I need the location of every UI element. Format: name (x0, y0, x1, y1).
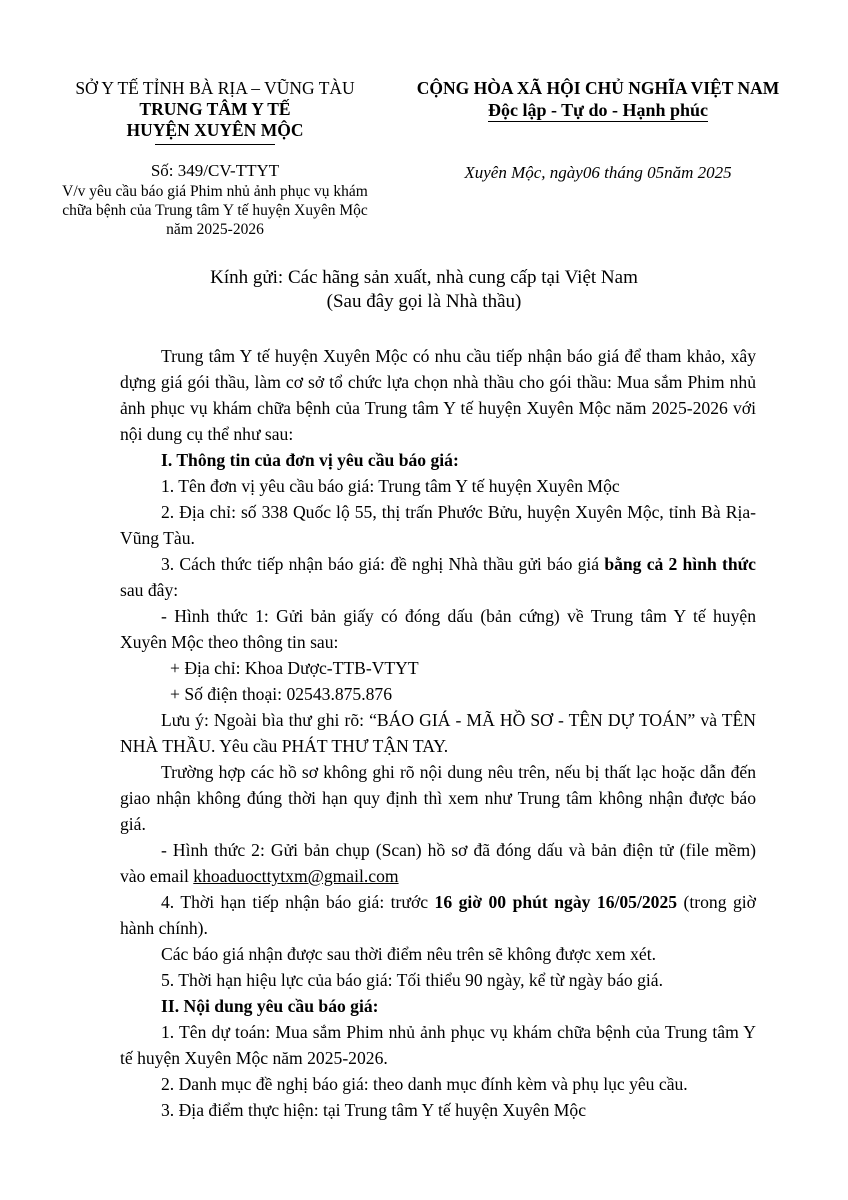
section-1-item-5: 5. Thời hạn hiệu lực của báo giá: Tối thiểu 90 ngày, kể từ ngày báo giá. (161, 970, 663, 990)
recipient-line-2: (Sau đây gọi là Nhà thầu) (326, 291, 522, 312)
item-3-emphasis: bằng cả 2 hình thức (604, 554, 756, 574)
document-reference (40, 160, 390, 239)
subject-line-1: V/v yêu cầu báo giá Phim nhủ ảnh phục vụ khám (62, 183, 368, 200)
item-3-text: 3. Cách thức tiếp nhận báo giá: đề nghị Nhà thầu gửi báo giá (161, 554, 605, 574)
item-3-tail: sau đây: (120, 580, 179, 600)
late-submission-note: Các báo giá nhận được sau thời điểm nêu trên sẽ không được xem xét. (161, 944, 657, 964)
issuing-agency-block (40, 78, 390, 145)
section-1-item-4 (120, 889, 756, 941)
section-1-item-3 (120, 551, 756, 603)
form-1-phone: + Số điện thoại: 02543.875.876 (170, 684, 393, 704)
deadline: 16 giờ 00 phút ngày 16/05/2025 (434, 892, 678, 912)
section-2-title: II. Nội dung yêu cầu báo giá: (161, 996, 379, 1016)
form-1-paragraph: - Hình thức 1: Gửi bản giấy có đóng dấu (bản cứng) về Trung tâm Y tế huyện Xuyên Mộc theo thông tin sau: (120, 606, 756, 652)
agency-underline (155, 144, 275, 145)
section-1-item-1: 1. Tên đơn vị yêu cầu báo giá: Trung tâm Y tế huyện Xuyên Mộc (161, 476, 620, 496)
section-2-item-1: 1. Tên dự toán: Mua sắm Phim nhủ ảnh phục vụ khám chữa bệnh của Trung tâm Y tế huyện Xuyên Mộc năm 2025-2026. (120, 1022, 756, 1068)
form-1-address: + Địa chỉ: Khoa Dược-TTB-VTYT (170, 658, 419, 678)
section-1-item-2: 2. Địa chỉ: số 338 Quốc lộ 55, thị trấn Phước Bửu, huyện Xuyên Mộc, tỉnh Bà Rịa- Vũng Tàu. (120, 502, 756, 548)
case-paragraph: Trường hợp các hồ sơ không ghi rõ nội dung nêu trên, nếu bị thất lạc hoặc dẫn đến giao nhận không đúng thời hạn quy định thì xem như Trung tâm không nhận được báo giá. (120, 762, 756, 834)
form-2-text: - Hình thức 2: Gửi bản chụp (Scan) hồ sơ đã đóng dấu và bản điện tử (file mềm) vào email (120, 840, 756, 886)
subject-line-3: năm 2025-2026 (166, 221, 264, 238)
intro-paragraph: Trung tâm Y tế huyện Xuyên Mộc có nhu cầu tiếp nhận báo giá để tham khảo, xây dựng giá gói thầu, làm cơ sở tổ chức lựa chọn nhà thầu cho gói thầu: Mua sắm Phim nhủ ảnh phục vụ khám chữa bệnh của Trung tâm Y tế huyện Xuyên Mộc năm 2025-2026 với nội dung cụ thể như sau: (120, 346, 756, 444)
note-paragraph: Lưu ý: Ngoài bìa thư ghi rõ: “BÁO GIÁ - MÃ HỒ SƠ - TÊN DỰ TOÁN” và TÊN NHÀ THẦU. Yêu cầu PHÁT THƯ TẬN TAY. (120, 710, 756, 756)
item-4-tail: (trong giờ hành chính). (120, 892, 756, 938)
section-2-item-3: 3. Địa điểm thực hiện: tại Trung tâm Y tế huyện Xuyên Mộc (161, 1100, 587, 1120)
section-2-item-2: 2. Danh mục đề nghị báo giá: theo danh mục đính kèm và phụ lục yêu cầu. (161, 1074, 688, 1094)
motto-text: Độc lập - Tự do - Hạnh phúc (487, 100, 709, 120)
place-date: Xuyên Mộc, ngày06 tháng 05năm 2025 (464, 163, 732, 182)
section-1-title: I. Thông tin của đơn vị yêu cầu báo giá: (161, 450, 459, 470)
agency-district: HUYỆN XUYÊN MỘC (126, 120, 304, 140)
item-4-text: 4. Thời hạn tiếp nhận báo giá: trước (161, 892, 435, 912)
recipient-block (60, 266, 788, 314)
parent-agency: SỞ Y TẾ TỈNH BÀ RỊA – VŨNG TÀU (75, 78, 355, 98)
subject-line-2: chữa bệnh của Trung tâm Y tế huyện Xuyên Mộc (62, 202, 368, 219)
agency-name: TRUNG TÂM Y TẾ (139, 99, 291, 119)
form-2-paragraph (120, 837, 756, 889)
recipient-line-1: Kính gửi: Các hãng sản xuất, nhà cung cấp tại Việt Nam (210, 267, 638, 288)
letter-body (120, 343, 756, 1123)
country-name: CỘNG HÒA XÃ HỘI CHỦ NGHĨA VIỆT NAM (416, 78, 780, 98)
document-number: Số: 349/CV-TTYT (150, 161, 280, 180)
national-heading-block (398, 78, 798, 122)
national-motto (398, 99, 798, 122)
contact-email-link[interactable]: khoaduocttytxm@gmail.com (193, 866, 399, 886)
